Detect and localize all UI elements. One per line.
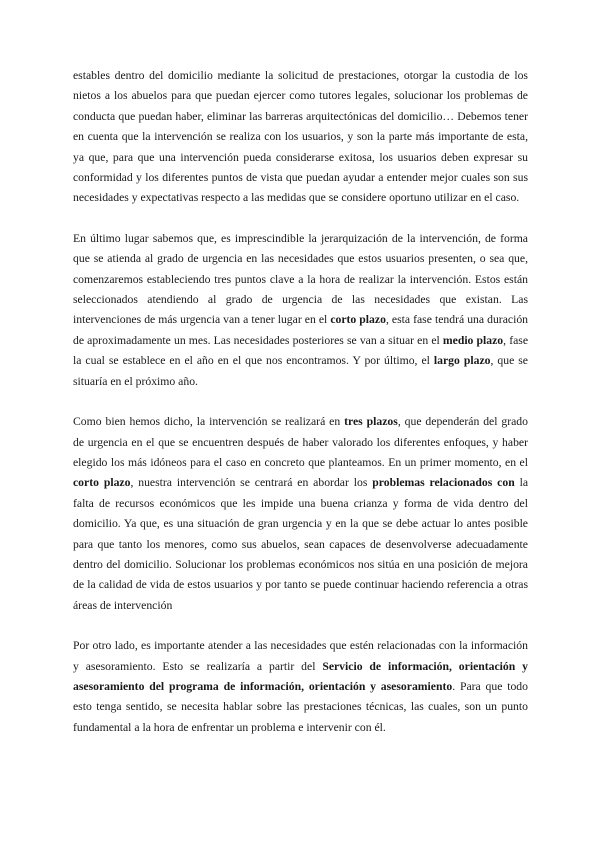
text-run: . Para que todo esto tenga sentido, se necesita hablar sobre las prestaciones técnicas, las cuales, son un punto fundamental a la hora de enfrentar un problema e intervenir con él.: [73, 679, 528, 734]
paragraph-informacion: [73, 636, 528, 738]
text-run: Por otro lado, es importante atender a las necesidades que estén relacionadas con la información y asesoramiento. Esto se realizaría a partir del: [73, 639, 528, 673]
bold-term: tres plazos: [344, 415, 398, 429]
text-run: , esta fase tendrá una duración de aproximadamente un mes. Las necesidades posteriores se van a situar en el: [73, 313, 529, 347]
text-run: , que se situaría en el próximo año.: [73, 354, 528, 388]
text-run: En último lugar sabemos que, es imprescindible la jerarquización de la intervención, de forma que se atienda al grado de urgencia en las necesidades que estos usuarios presenten, o sea que, comenzaremos estableciendo tres puntos clave a la hora de realizar la intervención. Estos están seleccionados atendiendo al grado de urgencia de las necesidades que existan. Las intervenciones de más urgencia van a tener lugar en el: [73, 231, 528, 327]
paragraph-continuation: [73, 66, 528, 209]
paragraph-jerarquizacion: [73, 229, 528, 392]
text-run: , fase la cual se establece en el año en el que nos encontramos. Y por último, el: [73, 333, 529, 368]
bold-term: Servicio de información, orientación y asesoramiento del programa de información, orientación y asesoramiento: [73, 659, 528, 693]
bold-term: medio plazo: [442, 333, 504, 347]
text-run: estables dentro del domicilio mediante la solicitud de prestaciones, otorgar la custodia de los nietos a los abuelos para que puedan ejercer como tutores legales, solucionar los problemas de conducta que puedan haber, eliminar las barreras arquitectónicas del domicilio… Debemos tener en cuenta que la intervención se realiza con los usuarios, y son la parte más importante de esta, ya que, para que una intervención pueda considerarse exitosa, los usuarios deben expresar su conformidad y los diferentes puntos de vista que puedan ayudar a entender mejor cuales son sus necesidades y expectativas respecto a las medidas que se considere oportuno utilizar en el caso.: [73, 69, 528, 205]
bold-term: corto plazo: [73, 476, 131, 490]
text-run: la falta de recursos económicos que les impide una buena crianza y forma de vida dentro del domicilio. Ya que, es una situación de gran urgencia y en la que se debe actuar lo antes posible para que tanto los menores, como sus abuelos, sean capaces de desenvolverse adecuadamente dentro del domicilio. Solucionar los problemas económicos nos sitúa en una posición de mejora de la calidad de vida de estos usuarios y por tanto se puede continuar haciendo referencia a otras áreas de intervención: [73, 476, 529, 612]
paragraph-tres-plazos: [73, 412, 528, 616]
text-run: , que dependerán del grado de urgencia en el que se encuentren después de haber valorado los diferentes enfoques, y haber elegido los más idóneos para el caso en concreto que planteamos. En un primer momento, en el: [73, 415, 528, 469]
text-run: , nuestra intervención se centrará en abordar los: [130, 476, 373, 490]
bold-term: problemas relacionados con: [372, 476, 515, 490]
bold-term: largo plazo: [433, 354, 491, 368]
document-body: [73, 66, 528, 738]
text-run: Como bien hemos dicho, la intervención se realizará en: [73, 415, 345, 429]
bold-term: corto plazo: [330, 313, 386, 327]
